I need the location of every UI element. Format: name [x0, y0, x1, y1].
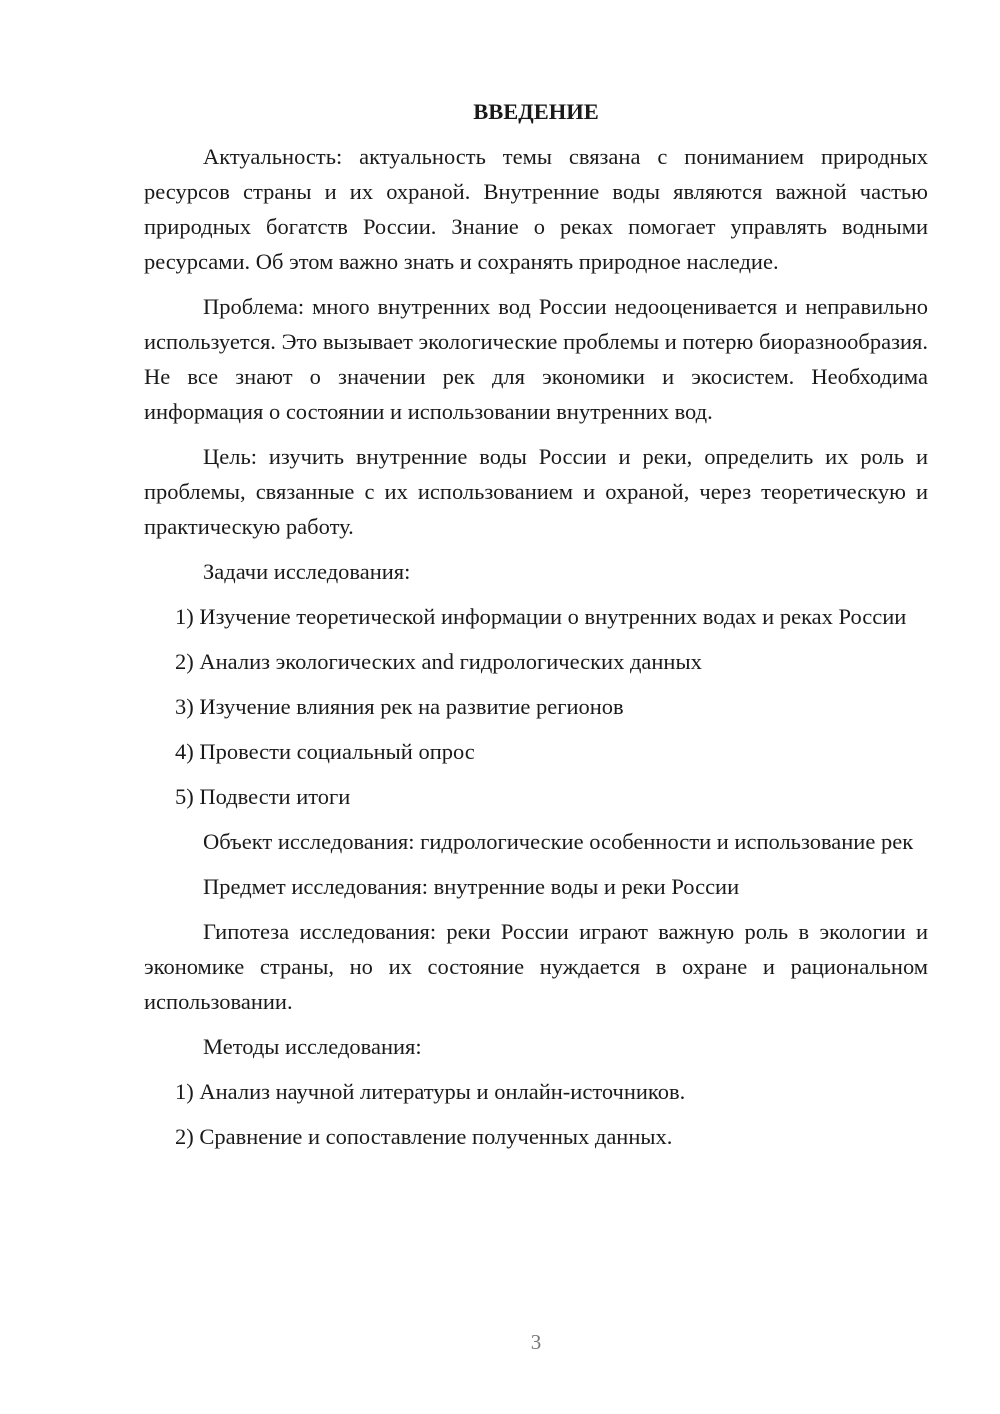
page-number: 3 — [530, 1330, 542, 1354]
task-item: 2) Анализ экологических and гидрологических данных — [175, 649, 702, 674]
task-item: 4) Провести социальный опрос — [175, 739, 475, 764]
tasks-heading: Задачи исследования: — [203, 559, 411, 584]
page-title: ВВЕДЕНИЕ — [473, 99, 599, 124]
methods-heading: Методы исследования: — [203, 1034, 422, 1059]
problem-paragraph: Проблема: много внутренних вод России недооценивается и неправильно используется. Это вызывает экологические проблемы и потерю биоразнообразия. Не все знают о значении рек для экономики и экосистем. Необходима информация о состоянии и использовании внутренних вод. — [144, 294, 928, 424]
hypothesis-paragraph: Гипотеза исследования: реки России играют важную роль в экологии и экономике страны, но их состояние нуждается в охране и рациональном использовании. — [144, 919, 928, 1014]
goal-paragraph: Цель: изучить внутренние воды России и реки, определить их роль и проблемы, связанные с их использованием и охраной, через теоретическую и практическую работу. — [144, 444, 928, 539]
page-content — [144, 94, 928, 1164]
task-item: 1) Изучение теоретической информации о внутренних водах и реках России — [175, 604, 907, 629]
method-item: 1) Анализ научной литературы и онлайн-источников. — [175, 1079, 686, 1104]
method-item: 2) Сравнение и сопоставление полученных данных. — [175, 1124, 673, 1149]
object-paragraph: Объект исследования: гидрологические особенности и использование рек — [203, 829, 914, 854]
task-item: 5) Подвести итоги — [175, 784, 351, 809]
relevance-paragraph: Актуальность: актуальность темы связана с пониманием природных ресурсов страны и их охраной. Внутренние воды являются важной частью природных богатств России. Знание о реках помогает управлять водными ресурсами. Об этом важно знать и сохранять природное наследие. — [144, 144, 928, 274]
subject-paragraph: Предмет исследования: внутренние воды и реки России — [203, 874, 740, 899]
task-item: 3) Изучение влияния рек на развитие регионов — [175, 694, 624, 719]
